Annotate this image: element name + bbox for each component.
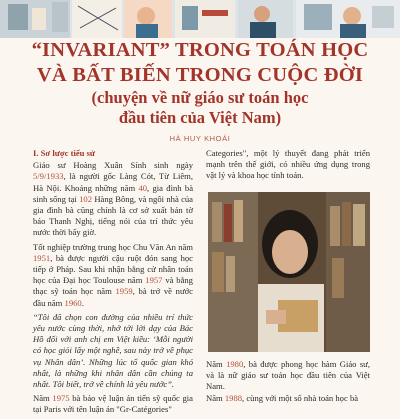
left-column [33, 148, 193, 419]
subtitle-line-2: đầu tiên của Việt Nam) [118, 108, 282, 127]
right-paragraph-1 [206, 359, 370, 393]
right-top-paragraph: Categories", một lý thuyết đang phát triển mạnh trên thế giới, có nhiều ứng dụng trong vật lý và khoa học tính toán. [206, 148, 370, 181]
text-run: , bà trở về nước đầu năm [33, 286, 193, 308]
right-paragraph-2 [206, 393, 370, 404]
text-run: . [81, 297, 84, 308]
text-run: và bằng thạc sỹ toán học năm [33, 275, 193, 297]
text-run: , là người gốc Làng Cót, Từ Liêm, Hà Nội. Khoảng những năm [33, 171, 193, 193]
text-run: , gia đình bà sinh sống tại [33, 182, 194, 204]
right-column-bottom [206, 359, 370, 404]
portrait-photo [208, 192, 370, 352]
year-1960: 1960 [64, 297, 82, 308]
paragraph-2 [33, 242, 193, 309]
text-run: Tốt nghiệp trường trung học Chu Văn An năm [33, 241, 193, 252]
subtitle-line-1: (chuyện về nữ giáo sư toán học [91, 88, 309, 107]
section-heading: I. Sơ lược tiểu sử [33, 148, 96, 158]
year-1959: 1959 [115, 286, 133, 297]
year-1988: 1988 [224, 392, 243, 403]
text-run: bà bảo vệ luận án tiến sỹ quốc gia tại Paris với tên luận án "Gr-Catégories" [33, 393, 193, 415]
text-run: , cùng với một số nhà toán học bà [242, 392, 359, 403]
right-column-top [206, 148, 370, 185]
year-40: 40 [138, 182, 148, 193]
text-run: Năm [206, 359, 227, 369]
text-run: Năm [206, 392, 225, 403]
title-line-2: VÀ BẤT BIẾN TRONG CUỘC ĐỜI [36, 64, 364, 86]
title-line-1: “INVARIANT” TRONG TOÁN HỌC [31, 39, 369, 61]
text-run: Giáo sư Hoàng Xuân Sính sinh ngày [33, 160, 193, 171]
paragraph-3 [33, 393, 193, 415]
author-byline: HÀ HUY KHOÁI [169, 134, 231, 143]
text-run: , bà được phong học hàm Giáo sư, và là nữ giáo sư toán học đầu tiên của Việt Nam. [206, 359, 370, 392]
birth-date: 5/9/1933 [33, 171, 64, 182]
text-run: , bà được người cậu ruột đón sang học tiếp ở Pháp. Sau khi nhận bằng cử nhân toán học của Đại học Toulouse năm [33, 252, 193, 286]
illustration-banner [0, 0, 400, 38]
year-1951: 1951 [33, 252, 51, 263]
year-1975: 1975 [52, 393, 70, 404]
banner-illustration-icon [0, 0, 400, 38]
portrait-photo-icon [208, 192, 370, 352]
paragraph-1 [33, 160, 193, 238]
year-1957: 1957 [145, 275, 163, 286]
quote-paragraph: “Tôi đã chọn con đường của nhiều trí thức yêu nước cùng thời, nhớ tới lời dạy của Bác Hồ đối với anh chị em Việt kiều: ‘Mỗi người có học giỏi lấy một nghề, sau này trở về phục vụ Nhân dân’. Những lúc tổ quốc gian khó nhất, là những khi nhân dân cần chúng ta nhất. Tôi biết, trở về chính là yêu nước”. [33, 311, 193, 390]
text-run: Năm [33, 393, 53, 404]
title-block [0, 38, 400, 143]
text-run: Hàng Bông, và ngôi nhà của gia đình bà cũng chính là cơ sở xuất bản tờ báo Thanh Nghị, tiếng nói của trí thức yêu nước thời bấy giờ. [33, 193, 193, 238]
year-1980: 1980 [226, 359, 244, 369]
house-number: 102 [79, 193, 92, 204]
